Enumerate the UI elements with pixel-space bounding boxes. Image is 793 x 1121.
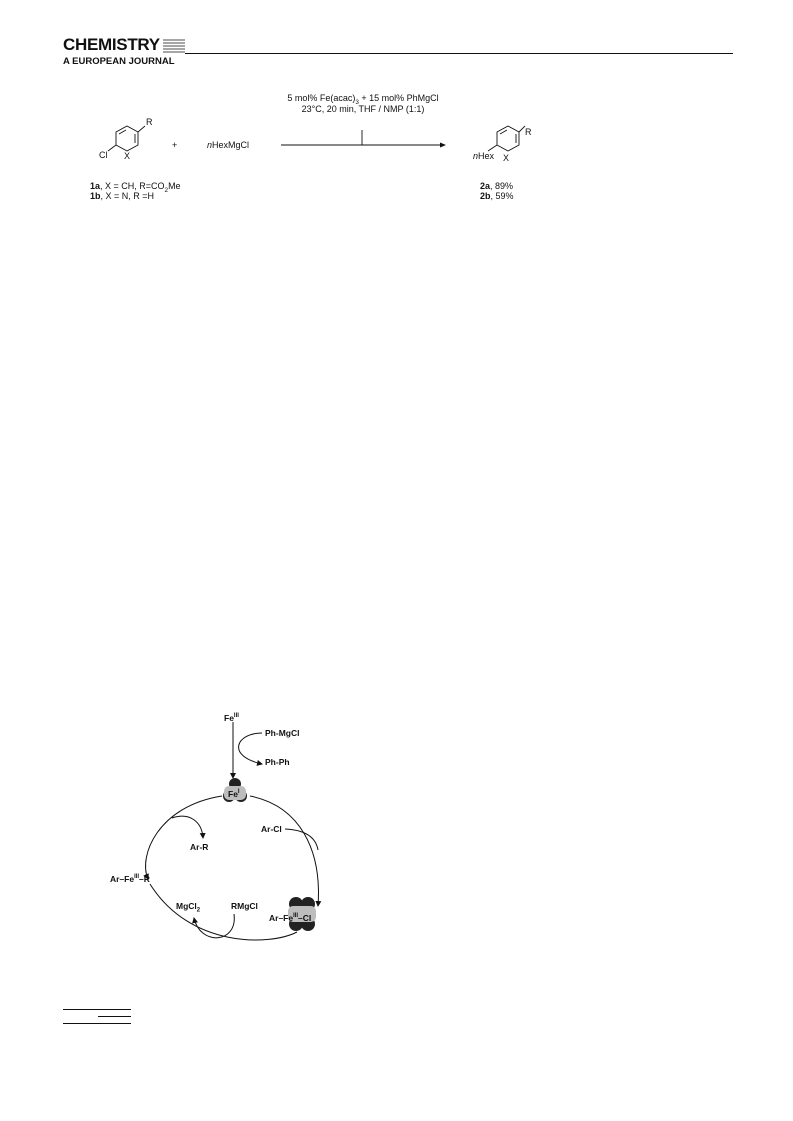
substrate-cl-label: Cl	[99, 150, 108, 160]
footer-rule	[63, 1009, 131, 1010]
journal-name: CHEMISTRY	[63, 35, 160, 54]
reductant-label: Ph-MgCl	[265, 728, 300, 738]
footer-rule-short	[98, 1016, 131, 1017]
oxidative-adduct-label: $Ar-Fe^{III}-Cl$	[269, 912, 312, 923]
substrate-x-label: X	[124, 151, 131, 161]
conditions-line-1: 5 mol% $Fe(acac)_3 + 15$ mol% PhMgCl	[287, 93, 439, 106]
product-r-label: R	[525, 127, 532, 137]
product-label-2b: 2b, 59%	[480, 191, 514, 201]
aryl-halide-label: Ar-Cl	[261, 824, 282, 834]
salt-label: MgCl$_2$	[176, 901, 201, 914]
precatalyst-label: $Fe^{III}$	[224, 712, 239, 723]
byproduct-label: Ph-Ph	[265, 757, 290, 767]
product-label: Ar-R	[190, 842, 209, 852]
grignard-label: RMgCl	[231, 901, 258, 911]
reagent-label: nHexMgCl	[207, 140, 250, 150]
transmetalated-label: $Ar-Fe^{III}-R$	[110, 873, 150, 884]
catalyst-label: $Fe^I$	[228, 788, 240, 799]
product-label-2a: 2a, 89%	[480, 181, 514, 191]
journal-subtitle: A EUROPEAN JOURNAL	[63, 56, 175, 67]
plus-sign: +	[172, 140, 178, 150]
substrate-label-1a: 1a, X = CH, $R=CO_2Me$	[90, 181, 181, 194]
substrate-label-1b: 1b, X = N, R =H	[90, 191, 155, 201]
product-nhex-label: nHex	[473, 151, 495, 161]
substrate-r-label: R	[146, 117, 153, 127]
product-x-label: X	[503, 153, 510, 163]
footer-rule-bottom	[63, 1023, 131, 1024]
conditions-line-2: 23°C, 20 min, THF / NMP (1:1)	[301, 104, 425, 114]
